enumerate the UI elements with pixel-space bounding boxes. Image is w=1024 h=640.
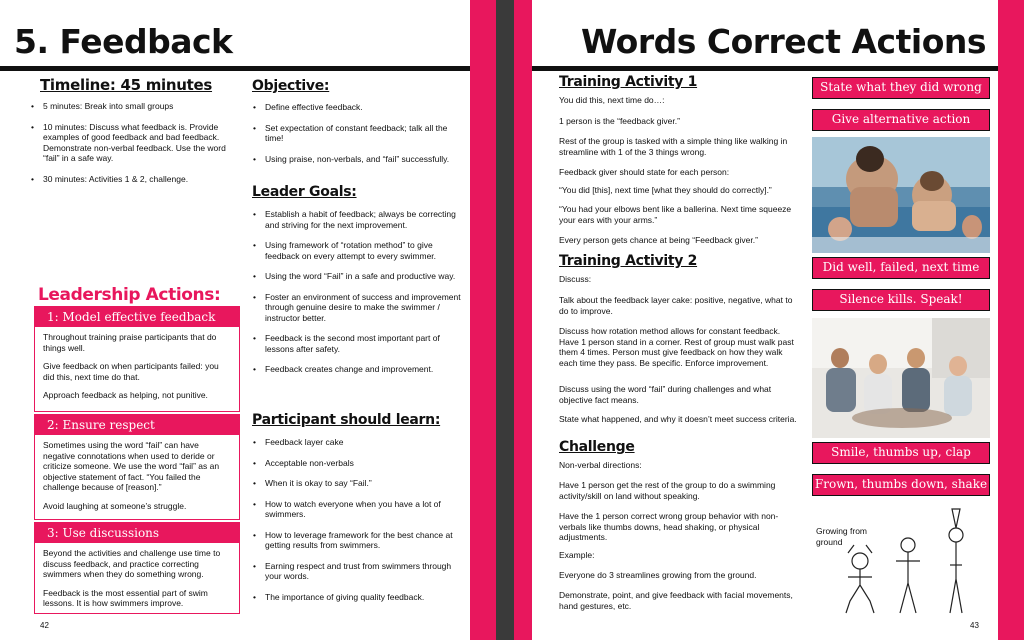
right-page-title: Words Correct Actions <box>580 22 986 61</box>
callout-silence-kills: Silence kills. Speak! <box>812 289 990 311</box>
challenge-heading: Challenge <box>559 439 635 455</box>
leadership-box-title: 3: Use discussions <box>35 523 239 543</box>
leader-goal-item: • Using framework of “rotation method” to give feedback on every attempt to every swimmer. <box>250 240 464 261</box>
callout-give-alternative: Give alternative action <box>812 109 990 131</box>
leader-goal-item: • Using the word “Fail” in a safe and productive way. <box>250 271 464 282</box>
activity2-text: Talk about the feedback layer cake: positive, negative, what to do to improve. <box>559 295 793 316</box>
title-rule <box>0 66 470 71</box>
activity2-text: Discuss how rotation method allows for constant feedback. Have 1 person stand in a corner. Rest of group must walk past them 4 times. Person must give feedback on how they walk each time they pass. Be specific. Enforce improvement. <box>559 326 794 368</box>
streamline-figures-illustration <box>834 505 990 617</box>
timeline-item: • 5 minutes: Break into small groups <box>28 101 236 112</box>
left-page-title: 5. Feedback <box>14 22 233 61</box>
activity1-text: Every person gets chance at being “Feedback giver.” <box>559 235 758 245</box>
leader-goal-item: • Establish a habit of feedback; always be correcting and striving for the next improvement. <box>250 209 464 230</box>
leadership-actions-heading: Leadership Actions: <box>38 285 221 305</box>
leadership-box-text: Beyond the activities and challenge use time to discuss feedback, and practice correcting swimmers when they do something wrong. <box>43 548 221 579</box>
participant-heading: Participant should learn: <box>252 412 441 428</box>
timeline-heading: Timeline: 45 minutes <box>40 76 213 94</box>
right-page-pink-left-edge <box>514 0 532 640</box>
participant-item: • Earning respect and trust from swimmers through your words. <box>250 561 464 582</box>
objective-item: • Define effective feedback. <box>250 102 462 113</box>
leader-goal-item: • Feedback creates change and improvement. <box>250 364 464 375</box>
challenge-text: Non-verbal directions: <box>559 460 642 470</box>
leadership-box-text: Sometimes using the word “fail” can have negative connotations when used to deride or criticize someone. We use the word “fail” as an objective statement of fact. “You failed the challenge because of [reason].” <box>43 440 220 492</box>
activity1-text: “You had your elbows bent like a ballerina. Next time squeeze your ears with your arms.” <box>559 204 792 225</box>
page-number-right: 43 <box>970 621 979 630</box>
callout-frown-thumbs-down: Frown, thumbs down, shake <box>812 474 990 496</box>
challenge-text: Have 1 person get the rest of the group to do a swimming activity/skill on land without speaking. <box>559 480 776 501</box>
participant-item: • How to watch everyone when you have a lot of swimmers. <box>250 499 464 520</box>
activity1-text: Feedback giver should state for each person: <box>559 167 730 177</box>
callout-state-wrong: State what they did wrong <box>812 77 990 99</box>
activity1-text: You did this, next time do…: <box>559 95 665 105</box>
callout-did-well: Did well, failed, next time <box>812 257 990 279</box>
activity2-text: Discuss using the word “fail” during challenges and what objective fact means. <box>559 384 772 405</box>
group-discussion-photo <box>812 318 990 438</box>
timeline-item: • 10 minutes: Discuss what feedback is. Provide examples of good feedback and bad feedback. Demonstrate non-verbal feedback. Use the word “fail” in a safe way. <box>28 122 236 164</box>
leadership-box-text: Avoid laughing at someone’s struggle. <box>43 500 187 511</box>
leadership-box-text: Give feedback on when participants failed: you did this, next time do that. <box>43 361 219 382</box>
challenge-text: Everyone do 3 streamlines growing from the ground. <box>559 570 757 580</box>
timeline-item: • 30 minutes: Activities 1 & 2, challenge. <box>28 174 236 185</box>
objective-list <box>250 102 462 174</box>
objective-item: • Using praise, non-verbals, and “fail” successfully. <box>250 154 462 165</box>
leadership-box-2 <box>34 414 240 520</box>
leadership-box-text: Throughout training praise participants that do things well. <box>43 332 217 353</box>
callout-smile-thumbs-up: Smile, thumbs up, clap <box>812 442 990 464</box>
leadership-box-3 <box>34 522 240 614</box>
participant-item: • Feedback layer cake <box>250 437 464 448</box>
leadership-box-text: Feedback is the most essential part of swim lessons. It is how swimmers improve. <box>43 587 208 608</box>
participant-item: • The importance of giving quality feedback. <box>250 592 464 603</box>
timeline-list <box>28 101 236 194</box>
activity1-text: 1 person is the “feedback giver.” <box>559 116 680 126</box>
activity1-text: “You did [this], next time [what they should do correctly].” <box>559 185 772 195</box>
page-number-left: 42 <box>40 621 49 630</box>
activity2-heading: Training Activity 2 <box>559 253 698 269</box>
right-page <box>514 0 1024 640</box>
title-rule <box>532 66 998 71</box>
challenge-text: Demonstrate, point, and give feedback with facial movements, hand gestures, etc. <box>559 590 793 611</box>
objective-heading: Objective: <box>252 78 330 94</box>
leader-goals-list <box>250 209 464 385</box>
activity1-text: Rest of the group is tasked with a simple thing like walking in streamline with 1 of the 3 things wrong. <box>559 136 788 157</box>
activity2-text: State what happened, and why it doesn’t meet success criteria. <box>559 414 797 424</box>
growing-caption: Growing from ground <box>816 526 868 547</box>
participant-list <box>250 437 464 612</box>
challenge-text: Have the 1 person correct wrong group behavior with non-verbals like thumbs downs, head shaking, or physical adjustments. <box>559 511 779 542</box>
leader-goals-heading: Leader Goals: <box>252 184 357 200</box>
activity2-text: Discuss: <box>559 274 592 284</box>
leader-goal-item: • Feedback is the second most important part of lessons after safety. <box>250 333 464 354</box>
participant-item: • When it is okay to say “Fail.” <box>250 478 464 489</box>
leadership-box-title: 2: Ensure respect <box>35 415 239 435</box>
challenge-text: Example: <box>559 550 595 560</box>
activity1-heading: Training Activity 1 <box>559 74 698 90</box>
leader-goal-item: • Foster an environment of success and improvement through genuine desire to make the swimmer / instructor better. <box>250 292 464 324</box>
participant-item: • Acceptable non-verbals <box>250 458 464 469</box>
participant-item: • How to leverage framework for the best chance at getting results from swimmers. <box>250 530 464 551</box>
left-page-pink-edge <box>470 0 496 640</box>
right-page-pink-right-edge <box>998 0 1024 640</box>
leadership-box-1 <box>34 306 240 412</box>
pool-photo <box>812 137 990 253</box>
leadership-box-title: 1: Model effective feedback <box>35 307 239 327</box>
objective-item: • Set expectation of constant feedback; talk all the time! <box>250 123 462 144</box>
left-page <box>0 0 496 640</box>
leadership-box-text: Approach feedback as helping, not punitive. <box>43 390 208 400</box>
